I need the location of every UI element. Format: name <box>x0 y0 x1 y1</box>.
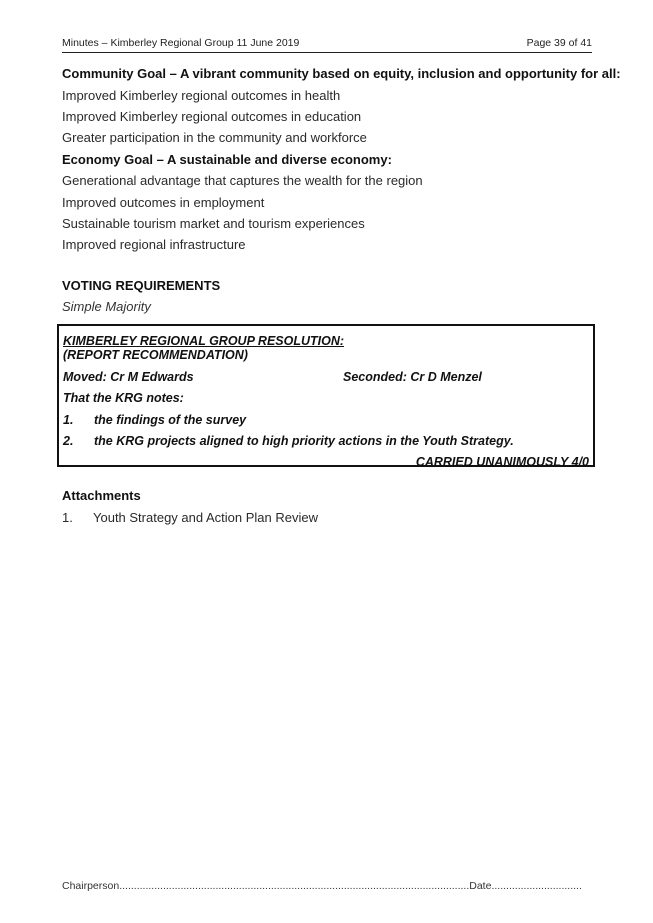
economy-goal-item: Improved regional infrastructure <box>62 237 246 252</box>
resolution-box <box>57 324 595 467</box>
attachment-link[interactable]: Youth Strategy and Action Plan Review <box>93 510 318 525</box>
community-goal-item: Improved Kimberley regional outcomes in health <box>62 88 341 103</box>
attachment-number: 1. <box>62 510 73 525</box>
economy-goal-item: Generational advantage that captures the wealth for the region <box>62 173 423 188</box>
economy-goal-item: Improved outcomes in employment <box>62 195 265 210</box>
community-goal-item: Greater participation in the community and workforce <box>62 130 367 145</box>
resolution-item-text: the KRG projects aligned to high priority actions in the Youth Strategy. <box>94 434 514 448</box>
community-goal-heading: Community Goal – A vibrant community based on equity, inclusion and opportunity for all: <box>62 66 621 81</box>
economy-goal-heading: Economy Goal – A sustainable and diverse economy: <box>62 152 392 167</box>
seconded-by: Seconded: Cr D Menzel <box>343 370 482 384</box>
carried-status: CARRIED UNANIMOUSLY 4/0 <box>415 455 589 469</box>
resolution-item-text: the findings of the survey <box>94 413 247 427</box>
page-number: Page 39 of 41 <box>526 37 592 49</box>
voting-requirements-heading: VOTING REQUIREMENTS <box>62 278 221 293</box>
moved-by: Moved: Cr M Edwards <box>63 370 194 384</box>
resolution-intro: That the KRG notes: <box>63 391 184 405</box>
header-title: Minutes – Kimberley Regional Group 11 June 2019 <box>62 37 300 49</box>
signature-footer: Chairperson........................................................................................................................Date............................... <box>62 880 582 892</box>
resolution-subtitle: (REPORT RECOMMENDATION) <box>63 348 248 362</box>
economy-goal-item: Sustainable tourism market and tourism experiences <box>62 216 365 231</box>
resolution-item-number: 1. <box>63 413 74 427</box>
attachments-heading: Attachments <box>62 488 141 503</box>
voting-requirements-value: Simple Majority <box>62 299 151 314</box>
resolution-item-number: 2. <box>63 434 74 448</box>
resolution-title: KIMBERLEY REGIONAL GROUP RESOLUTION: <box>63 334 345 348</box>
page-header <box>62 37 592 53</box>
community-goal-item: Improved Kimberley regional outcomes in education <box>62 109 362 124</box>
